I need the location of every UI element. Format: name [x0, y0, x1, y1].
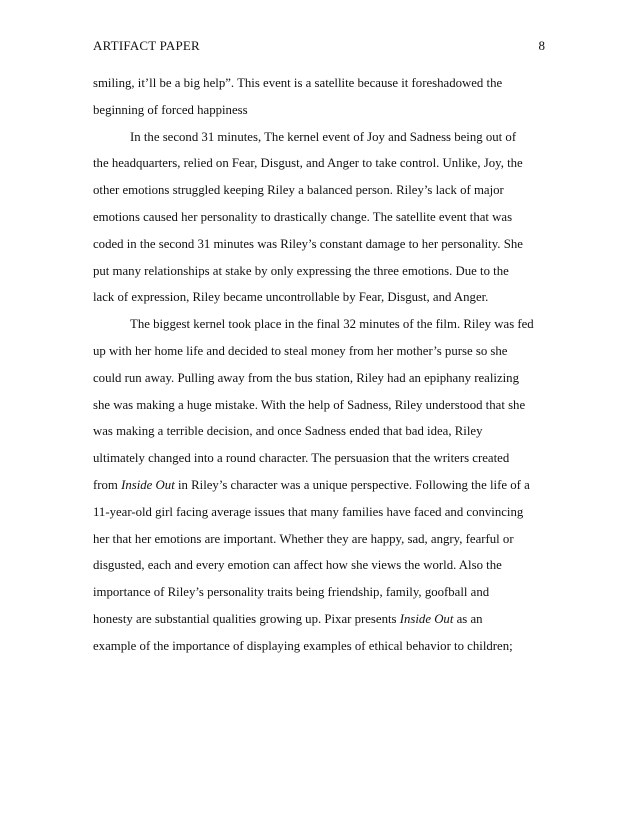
text-line: [93, 284, 545, 311]
text-line: [93, 606, 545, 633]
line-text-post: in Riley’s character was a unique perspective. Following the life of a: [174, 477, 530, 492]
text-line: [93, 418, 545, 445]
line-text: put many relationships at stake by only expressing the three emotions. Due to the: [93, 263, 509, 278]
line-text: up with her home life and decided to steal money from her mother’s purse so she: [93, 343, 508, 358]
line-text: example of the importance of displaying examples of ethical behavior to children;: [93, 638, 513, 653]
text-line: [93, 633, 545, 660]
text-line: [93, 392, 545, 419]
text-line: [93, 150, 545, 177]
line-text: other emotions struggled keeping Riley a balanced person. Riley’s lack of major: [93, 183, 504, 198]
text-line: [93, 365, 545, 392]
line-text-post: as an: [453, 611, 483, 626]
text-line: [93, 499, 545, 526]
line-text: was making a terrible decision, and once Sadness ended that bad idea, Riley: [93, 424, 483, 439]
text-line: [93, 552, 545, 579]
text-line: [93, 231, 545, 258]
line-text: importance of Riley’s personality traits being friendship, family, goofball and: [93, 585, 490, 600]
text-line: [93, 97, 545, 124]
film-title: Inside Out: [399, 611, 454, 626]
page-header: [93, 36, 545, 56]
line-text-pre: honesty are substantial qualities growing up. Pixar presents: [93, 611, 400, 626]
body-text: [93, 70, 545, 660]
line-text: 11-year-old girl facing average issues that many families have faced and convincing: [93, 504, 524, 519]
line-text: emotions caused her personality to drastically change. The satellite event that was: [93, 209, 513, 224]
line-text: disgusted, each and every emotion can affect how she views the world. Also the: [93, 558, 502, 573]
line-text: ultimately changed into a round character. The persuasion that the writers created: [93, 451, 510, 466]
film-title: Inside Out: [121, 477, 175, 492]
text-line: [93, 70, 545, 97]
running-head: ARTIFACT PAPER: [93, 38, 200, 53]
text-line: [93, 579, 545, 606]
line-text: In the second 31 minutes, The kernel event of Joy and Sadness being out of: [130, 129, 517, 144]
page-number: 8: [538, 38, 545, 53]
line-text: lack of expression, Riley became uncontrollable by Fear, Disgust, and Anger.: [93, 290, 489, 305]
line-text: the headquarters, relied on Fear, Disgust, and Anger to take control. Unlike, Joy, the: [93, 156, 523, 171]
text-line: [93, 338, 545, 365]
line-text: beginning of forced happiness: [93, 102, 248, 117]
text-line: [93, 177, 545, 204]
paragraph-start-line: [93, 311, 545, 338]
text-line: [93, 204, 545, 231]
text-line: [93, 526, 545, 553]
line-text: her that her emotions are important. Whether they are happy, sad, angry, fearful or: [93, 531, 514, 546]
line-text: The biggest kernel took place in the final 32 minutes of the film. Riley was fed: [130, 317, 534, 332]
text-line: [93, 472, 545, 499]
line-text: coded in the second 31 minutes was Riley’s constant damage to her personality. She: [93, 236, 523, 251]
text-line: [93, 258, 545, 285]
paragraph-start-line: [93, 124, 545, 151]
line-text: she was making a huge mistake. With the help of Sadness, Riley understood that she: [93, 397, 526, 412]
text-line: [93, 445, 545, 472]
line-text: could run away. Pulling away from the bus station, Riley had an epiphany realizing: [93, 370, 519, 385]
line-text-pre: from: [93, 477, 122, 492]
line-text: smiling, it’ll be a big help”. This event is a satellite because it foreshadowed the: [93, 76, 503, 90]
